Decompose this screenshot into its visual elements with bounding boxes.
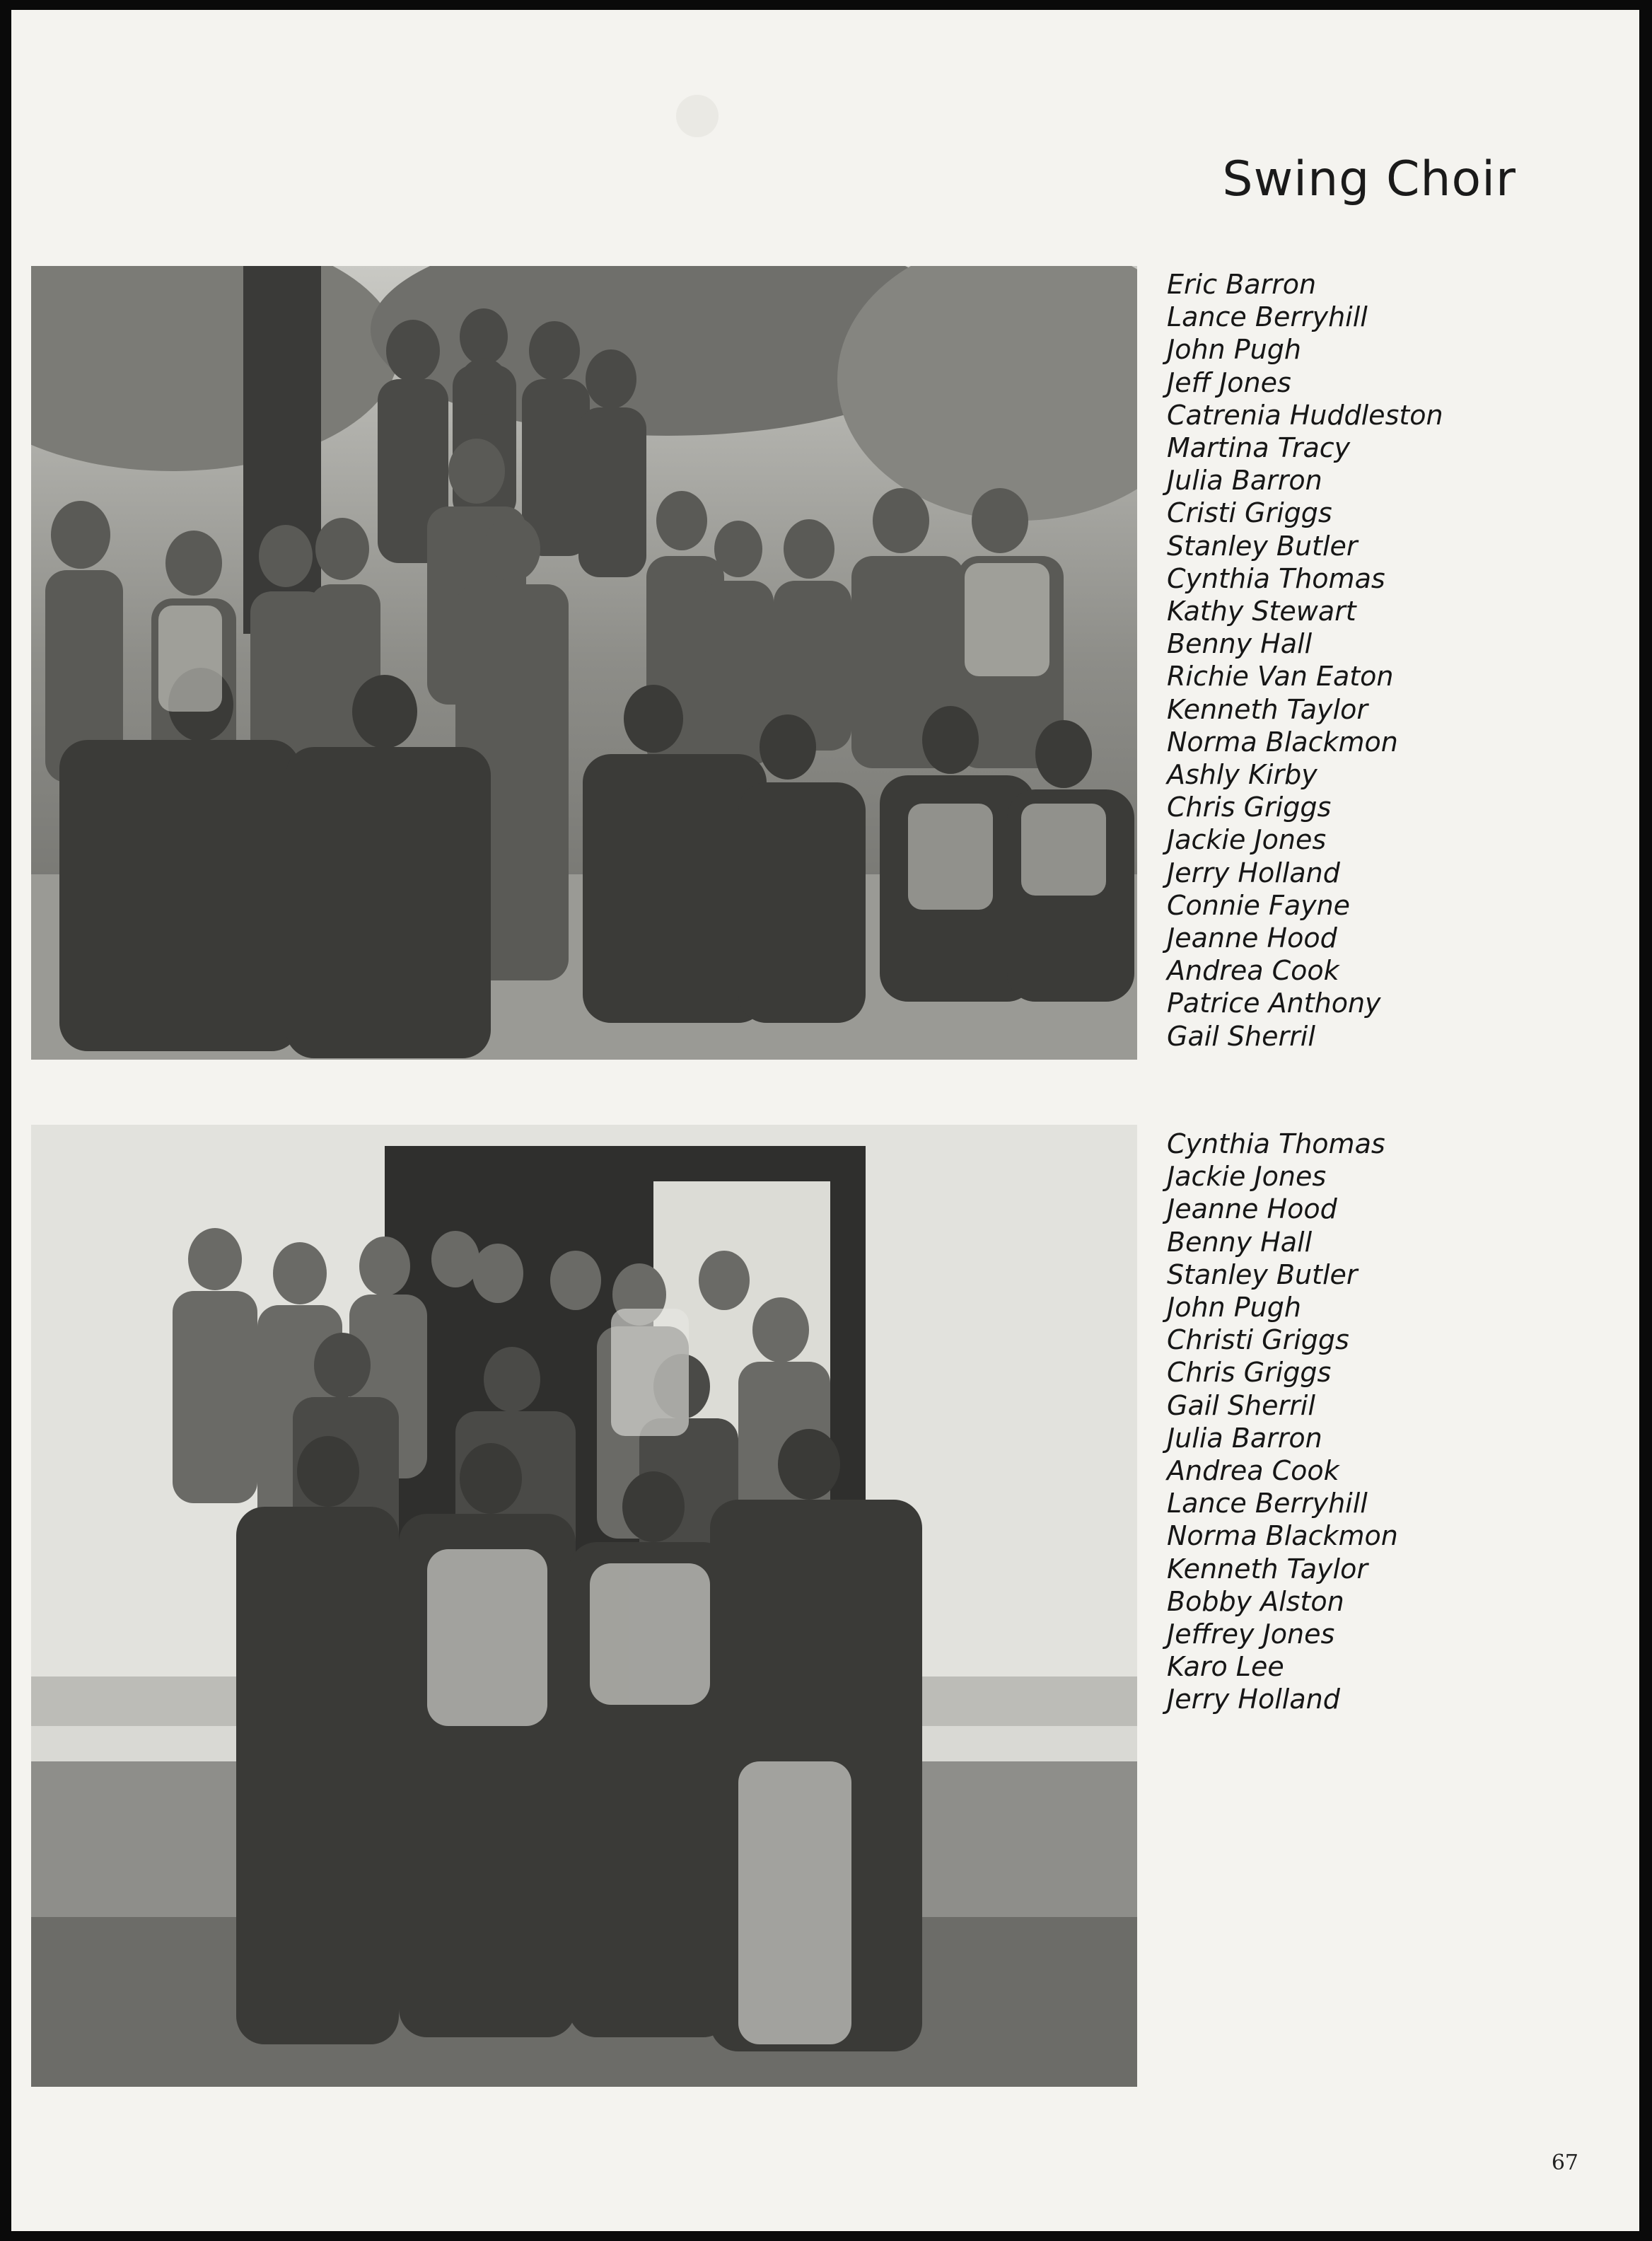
name-entry: Bobby Alston <box>1167 1585 1344 1617</box>
name-entry: Eric Barron <box>1167 269 1317 300</box>
name-entry: Jeffrey Jones <box>1167 1618 1335 1650</box>
name-entry: Cynthia Thomas <box>1167 1128 1385 1159</box>
name-entry: Karo Lee <box>1167 1651 1284 1683</box>
caption-names-photo-2 <box>1167 1128 1398 1716</box>
group-photo-trailer <box>31 1125 1137 2087</box>
name-entry: Julia Barron <box>1167 465 1322 497</box>
name-entry: Christi Griggs <box>1167 1324 1349 1356</box>
name-entry: Kathy Stewart <box>1167 596 1356 627</box>
name-entry: Jerry Holland <box>1167 857 1340 888</box>
yearbook-page <box>11 10 1639 2231</box>
name-entry: Martina Tracy <box>1167 432 1351 464</box>
name-entry: Gail Sherril <box>1167 1389 1315 1421</box>
name-entry: Jeanne Hood <box>1167 922 1337 954</box>
name-entry: John Pugh <box>1167 334 1301 366</box>
name-entry: Chris Griggs <box>1167 792 1332 823</box>
name-entry: Benny Hall <box>1167 1226 1313 1258</box>
name-entry: Andrea Cook <box>1167 955 1339 987</box>
name-entry: Stanley Butler <box>1167 1258 1358 1290</box>
name-entry: Kenneth Taylor <box>1167 1553 1368 1585</box>
name-entry: Benny Hall <box>1167 628 1313 660</box>
name-entry: Stanley Butler <box>1167 530 1358 562</box>
name-entry: Jeff Jones <box>1167 366 1291 398</box>
name-entry: Jackie Jones <box>1167 824 1327 856</box>
name-entry: Kenneth Taylor <box>1167 693 1368 725</box>
name-entry: John Pugh <box>1167 1292 1301 1324</box>
name-entry: Norma Blackmon <box>1167 726 1398 758</box>
name-entry: Lance Berryhill <box>1167 301 1368 333</box>
name-entry: Gail Sherril <box>1167 1020 1315 1052</box>
name-entry: Lance Berryhill <box>1167 1488 1368 1519</box>
name-entry: Cristi Griggs <box>1167 497 1332 529</box>
name-entry: Jerry Holland <box>1167 1684 1340 1715</box>
watermark-mark <box>676 95 719 137</box>
name-entry: Chris Griggs <box>1167 1357 1332 1389</box>
name-entry: Patrice Anthony <box>1167 988 1381 1019</box>
name-entry: Jackie Jones <box>1167 1161 1327 1193</box>
name-entry: Cynthia Thomas <box>1167 562 1385 594</box>
name-entry: Richie Van Eaton <box>1167 661 1394 693</box>
name-entry: Ashly Kirby <box>1167 759 1317 791</box>
page-title: Swing Choir <box>1222 151 1516 207</box>
name-entry: Catrenia Huddleston <box>1167 399 1443 431</box>
name-entry: Norma Blackmon <box>1167 1520 1398 1552</box>
page-number: 67 <box>1551 2150 1578 2175</box>
name-entry: Jeanne Hood <box>1167 1193 1337 1225</box>
caption-names-photo-1 <box>1167 268 1443 1053</box>
name-entry: Andrea Cook <box>1167 1455 1339 1487</box>
group-photo-outdoor <box>31 266 1137 1060</box>
name-entry: Julia Barron <box>1167 1422 1322 1454</box>
name-entry: Connie Fayne <box>1167 889 1351 921</box>
